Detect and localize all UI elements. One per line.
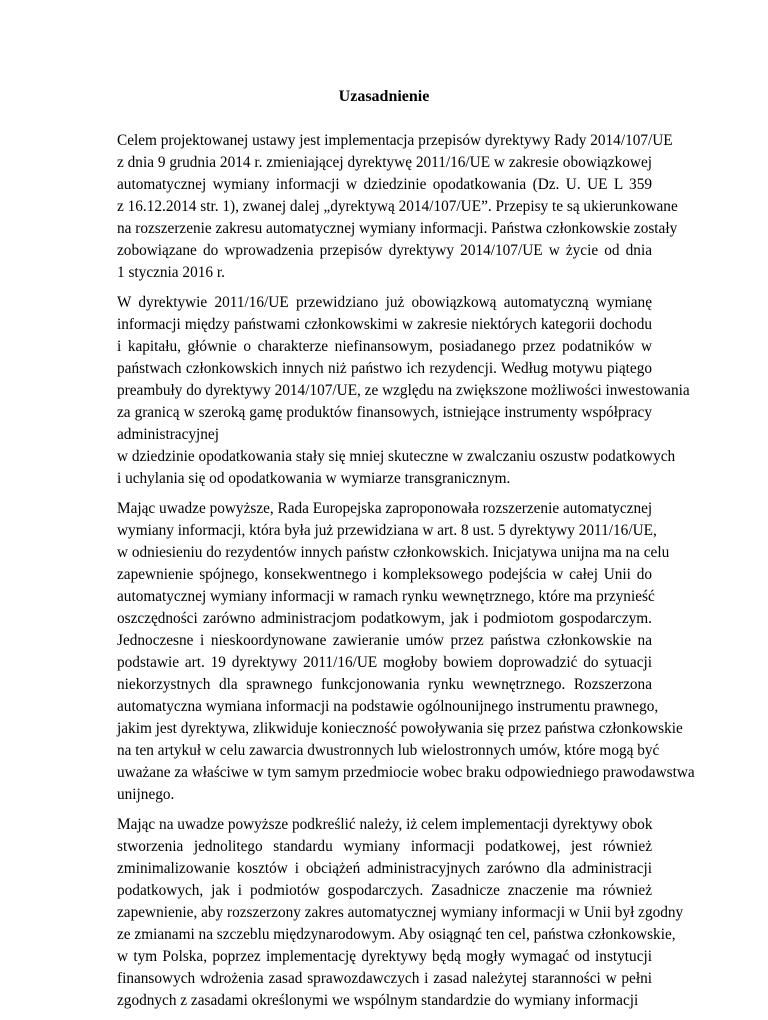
document-title: Uzasadnienie	[338, 88, 430, 105]
paragraph	[117, 814, 684, 1012]
paragraph-line: administracyjnej	[117, 426, 219, 443]
paragraph-line: i uchylania się od opodatkowania w wymiarze transgranicznym.	[117, 470, 511, 487]
paragraph-line: wymiany informacji, która była już przewidziana w art. 8 ust. 5 dyrektywy 2011/16/UE,	[117, 522, 657, 539]
paragraph-line: Celem projektowanej ustawy jest implementacja przepisów dyrektywy Rady 2014/107/UE	[117, 132, 673, 149]
paragraph-line: zgodnych z zasadami określonymi we wspólnym standardzie do wymiany informacji	[117, 992, 639, 1009]
paragraph-line: stworzenia jednolitego standardu wymiany informacji podatkowej, jest również	[117, 838, 652, 855]
paragraph-line: zminimalizowanie kosztów i obciążeń administracyjnych zarówno dla administracji	[117, 860, 652, 877]
paragraph-line: zapewnienie, aby rozszerzony zakres automatycznej wymiany informacji w Unii był zgodny	[117, 904, 684, 921]
paragraph-line: finansowych wdrożenia zasad sprawozdawczych i zasad należytej staranności w pełni	[117, 970, 652, 987]
paragraph-line: automatycznej wymiany informacji w dziedzinie opodatkowania (Dz. U. UE L 359	[117, 176, 652, 193]
paragraph-line: oszczędności zarówno administracjom podatkowym, jak i podmiotom gospodarczym.	[117, 610, 652, 627]
paragraph-line: zapewnienie spójnego, konsekwentnego i kompleksowego podejścia w całej Unii do	[117, 566, 652, 583]
paragraph-line: W dyrektywie 2011/16/UE przewidziano już obowiązkową automatyczną wymianę	[117, 294, 652, 311]
paragraph-line: zobowiązane do wprowadzenia przepisów dyrektywy 2014/107/UE w życie od dnia	[117, 242, 652, 259]
paragraph-line: na rozszerzenie zakresu automatycznej wymiany informacji. Państwa członkowskie zostały	[117, 220, 678, 237]
paragraph-line: w dziedzinie opodatkowania stały się mniej skuteczne w zwalczaniu oszustw podatkowych	[117, 448, 676, 465]
paragraph-line: preambuły do dyrektywy 2014/107/UE, ze względu na zwiększone możliwości inwestowania	[117, 382, 690, 399]
paragraph	[117, 292, 690, 490]
paragraph-line: Jednoczesne i nieskoordynowane zawieranie umów przez państwa członkowskie na	[117, 632, 652, 649]
paragraph-line: niekorzystnych dla sprawnego funkcjonowania rynku wewnętrznego. Rozszerzona	[117, 676, 652, 693]
paragraph	[117, 498, 695, 806]
paragraph-line: podatkowych, jak i podmiotów gospodarczych. Zasadnicze znaczenie ma również	[117, 882, 652, 899]
paragraph-line: za granicą w szeroką gamę produktów finansowych, istniejące instrumenty współpracy	[117, 404, 652, 421]
paragraph-line: automatycznej wymiany informacji w ramach rynku wewnętrznego, które ma przynieść	[117, 588, 655, 605]
paragraph-line: uważane za właściwe w tym samym przedmiocie wobec braku odpowiedniego prawodawstwa	[117, 764, 695, 781]
paragraph-line: na ten artykuł w celu zawarcia dwustronnych lub wielostronnych umów, które mogą być	[117, 742, 660, 759]
paragraph-line: Mając na uwadze powyższe podkreślić należy, iż celem implementacji dyrektywy obok	[117, 816, 653, 833]
paragraph-line: jakim jest dyrektywa, zlikwiduje konieczność powoływania się przez państwa członkowskie	[117, 720, 683, 737]
paragraph-line: ze zmianami na szczeblu międzynarodowym. Aby osiągnąć ten cel, państwa członkowskie,	[117, 926, 676, 943]
paragraph-line: Mając uwadze powyższe, Rada Europejska zaproponowała rozszerzenie automatycznej	[117, 500, 653, 517]
paragraph-line: z 16.12.2014 str. 1), zwanej dalej „dyrektywą 2014/107/UE”. Przepisy te są ukierunkowane	[117, 198, 678, 215]
paragraph-line: podstawie art. 19 dyrektywy 2011/16/UE mogłoby bowiem doprowadzić do sytuacji	[117, 654, 652, 671]
paragraph-line: unijnego.	[117, 786, 175, 803]
paragraph-line: w odniesieniu do rezydentów innych państw członkowskich. Inicjatywa unijna ma na celu	[117, 544, 670, 561]
paragraph-line: informacji między państwami członkowskimi w zakresie niektórych kategorii dochodu	[117, 316, 652, 333]
paragraph-line: z dnia 9 grudnia 2014 r. zmieniającej dyrektywę 2011/16/UE w zakresie obowiązkowej	[117, 154, 652, 171]
paragraph-line: 1 stycznia 2016 r.	[117, 264, 225, 281]
paragraph	[117, 130, 678, 284]
paragraph-line: automatyczna wymiana informacji na podstawie ogólnounijnego instrumentu prawnego,	[117, 698, 659, 715]
paragraph-line: w tym Polska, poprzez implementację dyrektywy będą mogły wymagać od instytucji	[117, 948, 652, 965]
document-body	[117, 130, 695, 1020]
paragraph-line: państwach członkowskich innych niż państwo ich rezydencji. Według motywu piątego	[117, 360, 652, 377]
paragraph-line: i kapitału, głównie o charakterze niefinansowym, posiadanego przez podatników w	[117, 338, 652, 355]
